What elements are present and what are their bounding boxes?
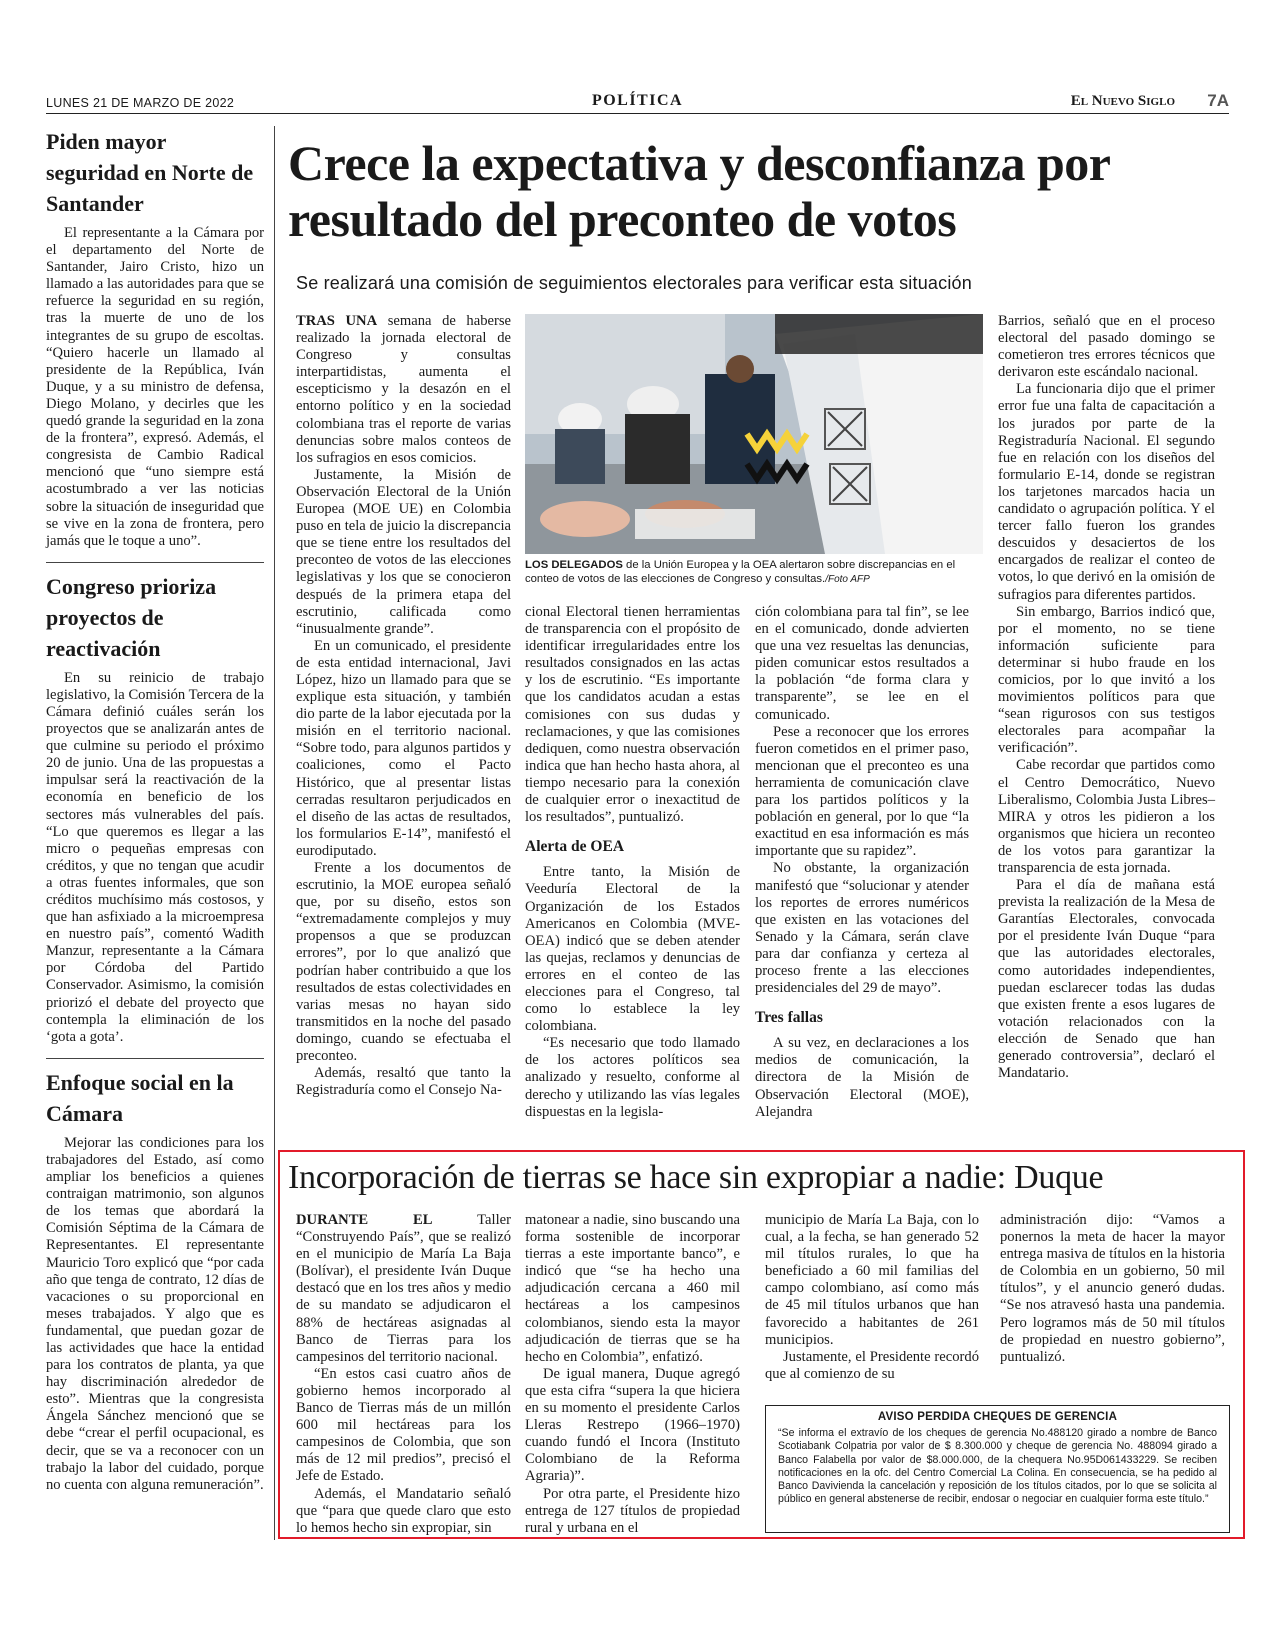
photo-caption: [525, 558, 983, 587]
header-rule: [46, 113, 1229, 114]
paragraph: municipio de María La Baja, con lo cual, a la fecha, se han generado 52 mil títulos rurales, lo que ha beneficiado a 60 mil familias del campo colombiano, así como más de 45 mil títulos urbanos que han favorecido a habitantes de 261 municipios.: [765, 1212, 979, 1348]
paragraph: Para el día de mañana está prevista la realización de la Mesa de Garantías Electorales, convocada por el presidente Iván Duque “para que las autoridades electorales, como autoridades independientes, puedan esclarecer todas las dudas que existen frente a esos lugares de votación relacionados con la elección de Senado que han generado controversia”, declaró el Mandatario.: [998, 877, 1215, 1082]
subheading-fallas: Tres fallas: [755, 1009, 823, 1027]
main-subhead: Se realizará una comisión de seguimientos electorales para verificar esta situación: [296, 273, 972, 293]
paragraph: Mejorar las condiciones para los trabajadores del Estado, así como ampliar los beneficios a quienes contraigan matrimonio, son algunos de los temas que abordará la Comisión Séptima de la Cámara de Representantes. El representante Mauricio Toro explicó que “por cada año que tenga de contrato, 12 días de vacaciones o su proporcional en meses trabajados. Y algo que es fundamental, que puedan gozar de las actividades que hace la entidad para los contratos de planta, ya que hay discriminación alrededor de esto”. Mientras que la congresista Ángela Sánchez mencionó que se debe “crear el perfil ocupacional, es decir, que se va a reconocer con un trabajo la labor del cuidado, porque no cuenta con alguna remuneración”.: [46, 1134, 264, 1493]
second-col-2: [525, 1212, 740, 1537]
notice-body: “Se informa el extravío de los cheques de gerencia No.488120 girado a nombre de Banco Scotiabank Colpatria por valor de $ 8.300.000 y cheque de gerencia No. 488094 girado a Banco Falabella por valor de $8.000.000, de la chequera No.95D061433229. Se reciben notificaciones en la ofc. del Centro Comercial La Colina. En consecuencia, se ha pedido al Banco Davivienda la cancelación y reposición de los títulos citados, por lo que se solicita al público en general abstenerse de recibir, endosar o negociar en cualquier forma este título.”: [778, 1427, 1217, 1506]
paragraph: En su reinicio de trabajo legislativo, la Comisión Tercera de la Cámara definió cuáles serán los proyectos que se analizarán antes de que culmine su periodo el próximo 20 de junio. Una de las propuestas a impulsar será la reactivación de la economía en beneficio de los sectores más vulnerables del país. “Lo que queremos es llegar a las micro o pequeñas empresas con créditos, y que no tengan que acudir a otras fuentes informales, que son créditos muchísimo más costosos, y que han asfixiado a la microempresa en nuestro país”, comentó Wadith Manzur, representante a la Cámara por Córdoba del Partido Conservador. Asimismo, la comisión priorizó el debate del proyecto que contempla la eliminación de los ‘gota a gota’.: [46, 669, 264, 1045]
paragraph: Justamente, la Misión de Observación Electoral de la Unión Europea (MOE UE) en Colombia puso en tela de juicio la discrepancia que se tiene entre los resultados del preconteo de votos de las elecciones legislativas y los que se conocieron después de la primera etapa del escrutinio, calificada como “inusualmente grande”.: [296, 466, 511, 637]
second-col-4: [1000, 1212, 1225, 1366]
caption-lead: LOS DELEGADOS: [525, 559, 623, 571]
photo-illustration: [525, 314, 983, 554]
sidebar-body-social: [46, 1135, 264, 1494]
sidebar-title-social: Enfoque social en la Cámara: [46, 1069, 234, 1126]
paragraph: A su vez, en declaraciones a los medios de comunicación, la directora de la Misión de Observación Electoral (MOE), Alejandra: [755, 1035, 969, 1120]
notice-title: AVISO PERDIDA CHEQUES DE GERENCIA: [877, 1411, 1118, 1423]
paragraph: Justamente, el Presidente recordó que al comienzo de su: [765, 1348, 979, 1382]
kicker: DURANTE EL: [296, 1212, 433, 1228]
subheading-oea: Alerta de OEA: [525, 838, 625, 856]
sidebar-title-security: Piden mayor seguridad en Norte de Santander: [46, 129, 254, 216]
paragraph: Entre tanto, la Misión de Veeduría Electoral de la Organización de los Estados Americanos en Colombia (MVE-OEA) indicó que se deben atender las quejas, reclamos y denuncias de errores en el conteo de las elecciones para el Congreso, tal como lo establece la ley colombiana.: [525, 864, 740, 1035]
main-col-3: [755, 604, 969, 1121]
paragraph: Además, resaltó que tanto la Registraduría como el Consejo Na-: [296, 1065, 511, 1099]
paragraph: De igual manera, Duque agregó que esta cifra “supera la que hiciera en su momento el presidente Carlos Lleras Restrepo (1966–1970) cuando fundó el Incora (Instituto Colombiano de la Reforma Agraria)”.: [525, 1365, 740, 1485]
paragraph: El representante a la Cámara por el departamento del Norte de Santander, Jairo Cristo, hizo un llamado a las autoridades para que se refuerce la seguridad en su región, tras la muerte de uno de los integrantes de su grupo de escoltas. “Quiero hacerle un llamado al presidente de la República, Iván Duque, y a su ministro de defensa, Diego Molano, y decirles que les quedó grande la seguridad en la zona de la frontera”, expresó. Además, el congresista de Cambio Radical mencionó que “uno siempre está acostumbrado a ver las noticias sobre la situación de inseguridad que se vive en la zona de frontera, pero jamás que le toque a uno”.: [46, 225, 264, 549]
sidebar-body-security: [46, 225, 264, 550]
sidebar: [46, 126, 264, 1494]
paragraph: Barrios, señaló que en el proceso electoral del pasado domingo se cometieron tres errores técnicos que derivaron este escándalo nacional.: [998, 313, 1215, 381]
paragraph: “Es necesario que todo llamado de los actores políticos sea analizado y resuelto, conforme al derecho y utilizando las vías legales dispuestas en la legisla-: [525, 1035, 740, 1120]
paragraph: Frente a los documentos de escrutinio, la MOE europea señaló que, por su diseño, estos son “extremadamente complejos y muy propensos a que se produzcan errores”, por lo que analizó que podrían haber contribuido a que los resultados de estas colectividades en varias mesas no hayan sido transmitidos en la noche del pasado domingo, cuando se efectuaba el preconteo.: [296, 860, 511, 1065]
section-name: POLÍTICA: [591, 92, 684, 109]
paragraph: administración dijo: “Vamos a ponernos la meta de hacer la mayor entrega masiva de títulos en la historia de Colombia en un gobierno, 50 mil títulos”, y el anuncio generó dudas. “Se nos atravesó hasta una pandemia. Pero logramos más de 50 mil títulos de propiedad en nuestro gobierno”, puntualizó.: [1000, 1212, 1225, 1365]
main-col-4: [998, 313, 1215, 1082]
second-headline: Incorporación de tierras se hace sin expropiar a nadie: Duque: [288, 1159, 1104, 1196]
paragraph: cional Electoral tienen herramientas de transparencia con el propósito de identificar irregularidades entre los resultados consignados en las actas y los de escrutinio. “Es importante que los candidatos acudan a estas comisiones con sus dudas y reclamaciones, y que las comisiones dediquen, como nuestra observación indica que han hecho hasta ahora, al tiempo necesario para la conexión de cualquier error o inexactitud de los resultados”, puntualizó.: [525, 604, 740, 826]
paragraph: Sin embargo, Barrios indicó que, por el momento, no se tiene información suficiente para determinar si hubo fraude en los comicios, por lo que invitó a los movimientos políticos para que “sean rigurosos con sus testigos electorales para acompañar la verificación”.: [998, 603, 1215, 757]
paragraph: Pese a reconocer que los errores fueron cometidos en el primer paso, mencionan que el preconteo es una herramienta de comunicación clave para los partidos políticos y la población en general, por lo que “la exactitud en esa información es más importante que su rapidez”.: [755, 723, 969, 860]
sidebar-body-reactivation: [46, 670, 264, 1046]
main-headline: Crece la expectativa y desconfianza por resultado del preconteo de votos: [288, 135, 1110, 247]
sidebar-rule: [274, 126, 275, 1540]
divider: [46, 562, 264, 563]
issue-date: LUNES 21 DE MARZO DE 2022: [46, 96, 235, 110]
paragraph: TRAS UNA semana de haberse realizado la jornada electoral de Congreso y consultas interpartidistas, aumenta el escepticismo y la desazón en el entorno político y en la sociedad colombiana tras el reporte de varias denuncias sobre malos conteos de los sufragios en esos comicios.: [296, 313, 511, 466]
divider: [46, 1058, 264, 1059]
page-number: 7A: [1207, 91, 1229, 110]
main-col-1: [296, 313, 511, 1099]
paragraph: ción colombiana para tal fin”, se lee en el comunicado, donde advierten que una vez resueltas las denuncias, piden comunicar estos resultados a la población “de forma clara y transparente”, se lee en el comunicado.: [755, 604, 969, 723]
paragraph: No obstante, la organización manifestó que “solucionar y atender los reportes de errores numéricos que existen en las votaciones del Senado y la Cámara, serán clave para dar confianza y certeza al proceso frente a las elecciones presidenciales del 29 de mayo”.: [755, 860, 969, 997]
newspaper-brand: El Nuevo Siglo: [1070, 93, 1175, 109]
main-col-2: [525, 604, 740, 1121]
caption-credit: /Foto AFP: [825, 574, 870, 585]
paragraph: “En estos casi cuatro años de gobierno hemos incorporado al Banco de Tierras más de un millón 600 mil hectáreas para los campesinos de Colombia, que son más de 12 mil predios”, precisó el Jefe de Estado.: [296, 1365, 511, 1485]
paragraph: DURANTE EL Taller “Construyendo País”, que se realizó en el municipio de María La Baja (Bolívar), el presidente Iván Duque destacó que en los tres años y medio de su mandato se adjudicaron el 88% de hectáreas asignadas al Banco de Tierras para los campesinos del territorio nacional.: [296, 1212, 511, 1365]
sidebar-title-reactivation: Congreso prioriza proyectos de reactivación: [46, 573, 217, 661]
paragraph: matonear a nadie, sino buscando una forma sostenible de incorporar tierras a este importante banco”, e indicó que “se ha hecho una adjudicación cercana a 460 mil hectáreas a los campesinos colombianos, siendo esta la mayor adjudicación de tierras que se ha hecho en Colombia”, enfatizó.: [525, 1212, 740, 1365]
caption-text: de la Unión Europea y la OEA alertaron sobre discrepancias en el conteo de votos de las elecciones de Congreso y consultas.: [525, 559, 956, 585]
paragraph: Cabe recordar que partidos como el Centro Democrático, Nuevo Liberalismo, Colombia Justa Libres–MIRA y otros les pidieron a los organismos que hiciera un reconteo de los votos para garantizar la transparencia de esta jornada.: [998, 757, 1215, 876]
kicker: TRAS UNA: [296, 313, 378, 329]
election-photo: [525, 314, 983, 554]
paragraph: Además, el Mandatario señaló que “para que quede claro que esto lo hemos hecho sin expropiar, sin: [296, 1485, 511, 1536]
lost-checks-notice: [765, 1405, 1230, 1533]
paragraph: En un comunicado, el presidente de esta entidad internacional, Javi López, hizo un llamado para que se explique esta situación, y también dio parte de la labor ejecutada por la misión en el territorio nacional. “Sobre todo, para algunos partidos y coaliciones, como el Pacto Histórico, que al presentar listas cerradas resultaron perjudicados en el diseño de las actas de resultados, los formularios E-14”, manifestó el eurodiputado.: [296, 637, 511, 859]
paragraph: Por otra parte, el Presidente hizo entrega de 127 títulos de propiedad rural y urbana en el: [525, 1485, 740, 1536]
paragraph: La funcionaria dijo que el primer error fue una falta de capacitación a los jurados por parte de la Registraduría Nacional. El segundo fue en relación con los diseños del formulario E-14, donde se registran los tarjetones marcados hacia un candidato o agrupación política. Y el tercer fallo fueron los grandes descuidos y desaciertos de los encargados de realizar el conteo de votos, lo que derivó en la omisión de sufragios para diferentes partidos.: [998, 381, 1215, 603]
second-col-3: [765, 1212, 979, 1383]
second-col-1: [296, 1212, 511, 1537]
